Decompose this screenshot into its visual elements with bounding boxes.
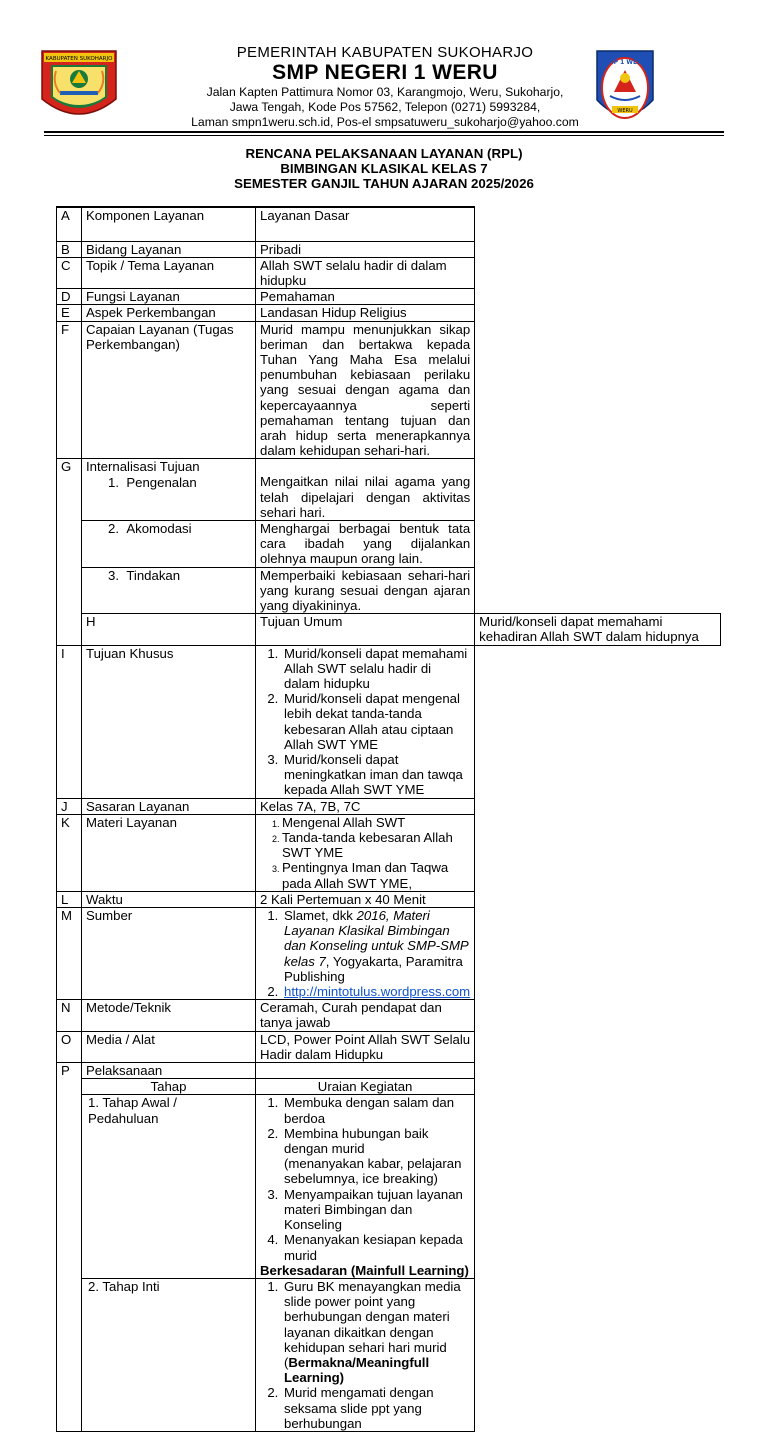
tahap-awal-list <box>260 1095 470 1262</box>
row-label: Sasaran Layanan <box>82 798 256 814</box>
row-label: Fungsi Layanan <box>82 289 256 305</box>
svg-text:KABUPATEN SUKOHARJO: KABUPATEN SUKOHARJO <box>45 56 113 62</box>
list-item: 1. Slamet, dkk 2016, Materi Layanan Klasikal Bimbingan dan Konseling untuk SMP-SMP kelas 7, Yogyakarta, Paramitra Publishing <box>282 908 470 984</box>
table-row <box>57 814 721 891</box>
row-value <box>256 814 475 891</box>
sumber-list <box>260 908 470 999</box>
table-row <box>57 257 721 288</box>
school-contact: Laman smpn1weru.sch.id, Pos-el smpsatuweru_sukoharjo@yahoo.com <box>191 115 579 129</box>
row-label: Bidang Layanan <box>82 241 256 257</box>
list-item: 2. Murid/konseli dapat mengenal lebih dekat tanda-tanda kebesaran Allah atau ciptaan Allah SWT YME <box>282 691 470 752</box>
list-item: 3. Murid/konseli dapat meningkatkan iman dan tawqa kepada Allah SWT YME <box>282 752 470 798</box>
table-row <box>57 520 721 567</box>
table-row <box>57 1063 721 1079</box>
table-row <box>57 908 721 1000</box>
row-label: Media / Alat <box>82 1031 256 1062</box>
row-code: K <box>57 814 82 891</box>
table-row <box>57 241 721 257</box>
row-code: A <box>57 207 82 241</box>
table-row <box>57 645 721 798</box>
list-item: 3. Pentingnya Iman dan Taqwa pada Allah SWT YME, <box>282 860 470 890</box>
list-item <box>282 984 470 999</box>
letterhead <box>0 40 768 132</box>
row-value: Murid/konseli dapat memahami kehadiran Allah SWT dalam hidupnya <box>475 614 721 645</box>
tahap-awal-value <box>256 1095 475 1278</box>
table-row <box>57 1278 721 1431</box>
school-address-2: Jawa Tengah, Kode Pos 57562, Telepon (0271) 5993284, <box>229 100 541 114</box>
row-code: C <box>57 257 82 288</box>
list-item: 1. Membuka dengan salam dan berdoa <box>282 1095 470 1125</box>
column-header-tahap: Tahap <box>82 1079 256 1095</box>
row-value: Allah SWT selalu hadir di dalam hidupku <box>256 257 475 288</box>
table-row <box>57 289 721 305</box>
row-value: LCD, Power Point Allah SWT Selalu Hadir dalam Hidupku <box>256 1031 475 1062</box>
row-label: Metode/Teknik <box>82 1000 256 1031</box>
list-item: 2. Membina hubungan baik dengan murid (menanyakan kabar, pelajaran sebelumnya, ice breaking) <box>282 1126 470 1187</box>
list-item: 4. Menanyakan kesiapan kepada murid <box>282 1232 470 1262</box>
letterhead-divider-thin <box>44 135 724 136</box>
table-row <box>57 1095 721 1278</box>
tahap-awal-label: 1. Tahap Awal / Pedahuluan <box>82 1095 256 1278</box>
letterhead-text <box>150 44 620 130</box>
row-code: B <box>57 241 82 257</box>
row-label: Aspek Perkembangan <box>82 305 256 321</box>
row-label: Topik / Tema Layanan <box>82 257 256 288</box>
rpl-table <box>56 206 721 1432</box>
row-value: Mengaitkan nilai nilai agama yang telah dipelajari dengan aktivitas sehari hari. <box>256 459 475 521</box>
tujuan-khusus-list <box>260 646 470 798</box>
table-row <box>57 1031 721 1062</box>
row-value: Pribadi <box>256 241 475 257</box>
table-row <box>57 321 721 459</box>
table-row <box>57 567 721 614</box>
row-label: Tujuan Umum <box>256 614 475 645</box>
table-row <box>57 798 721 814</box>
row-label: Sumber <box>82 908 256 1000</box>
table-row <box>57 305 721 321</box>
table-row <box>57 1000 721 1031</box>
row-label: Pelaksanaan <box>82 1063 256 1079</box>
row-code: I <box>57 645 82 798</box>
list-item: 3. Menyampaikan tujuan layanan materi Bimbingan dan Konseling <box>282 1187 470 1233</box>
row-code: E <box>57 305 82 321</box>
row-label: Capaian Layanan (Tugas Perkembangan) <box>82 321 256 459</box>
row-label: Tujuan Khusus <box>82 645 256 798</box>
title-line-1: RENCANA PELAKSANAAN LAYANAN (RPL) <box>245 146 523 161</box>
row-code: D <box>57 289 82 305</box>
list-item: 1. Guru BK menayangkan media slide power point yang berhubungan dengan materi layanan dikaitkan dengan kehidupan sehari hari murid (Bermakna/Meaningfull Learning) <box>282 1279 470 1385</box>
awal-bold-line: Berkesadaran (Mainfull Learning) <box>260 1262 469 1278</box>
tahap-inti-value <box>256 1278 475 1431</box>
list-item: 1. Mengenal Allah SWT <box>282 815 470 830</box>
tahap-inti-list <box>260 1279 470 1431</box>
row-code: F <box>57 321 82 459</box>
internalisasi-label: Internalisasi Tujuan <box>86 459 200 475</box>
row-value: Pemahaman <box>256 289 475 305</box>
list-item: 2. Tanda-tanda kebesaran Allah SWT YME <box>282 830 470 860</box>
row-label: Komponen Layanan <box>82 207 256 241</box>
row-label: 2. Akomodasi <box>82 520 256 567</box>
row-label: Waktu <box>82 891 256 907</box>
table-row <box>57 459 721 521</box>
row-code: P <box>57 1063 82 1432</box>
government-name: PEMERINTAH KABUPATEN SUKOHARJO <box>236 44 534 61</box>
table-row <box>57 614 721 645</box>
row-code: M <box>57 908 82 1000</box>
row-code: J <box>57 798 82 814</box>
list-item: 2. Murid mengamati dengan seksama slide ppt yang berhubungan <box>282 1385 470 1431</box>
table-row <box>57 1079 721 1095</box>
column-header-uraian: Uraian Kegiatan <box>256 1079 475 1095</box>
row-code: G <box>57 459 82 645</box>
row-label: 3. Tindakan <box>82 567 256 614</box>
list-item: 1. Murid/konseli dapat memahami Allah SWT selalu hadir di dalam hidupku <box>282 646 470 692</box>
row-value: Murid mampu menunjukkan sikap beriman dan bertakwa kepada Tuhan Yang Maha Esa melalui penumbuhan kebiasaan perilaku yang sesuai dengan agama dan kepercayaannya seperti pemahaman tentang tujuan dan arah hidup serta menerapkannya dalam kehidupan sehari-hari. <box>256 321 475 459</box>
materi-list <box>260 815 470 891</box>
row-value <box>256 1063 475 1079</box>
svg-text:SMP 1 WERU: SMP 1 WERU <box>603 59 647 66</box>
row-value <box>256 908 475 1000</box>
row-code: L <box>57 891 82 907</box>
row-code: O <box>57 1031 82 1062</box>
table-row <box>57 207 721 241</box>
school-address-1: Jalan Kapten Pattimura Nomor 03, Karangmojo, Weru, Sukoharjo, <box>206 85 564 99</box>
title-line-3: SEMESTER GANJIL TAHUN AJARAN 2025/2026 <box>234 176 534 191</box>
row-value: Menghargai berbagai bentuk tata cara ibadah yang dijalankan olehnya maupun orang lain. <box>256 520 475 567</box>
smp-1-weru-logo-icon <box>594 48 656 128</box>
source-link[interactable]: http://mintotulus.wordpress.com <box>284 984 471 1000</box>
row-code: N <box>57 1000 82 1031</box>
row-code: H <box>82 614 256 645</box>
letterhead-divider-thick <box>44 131 724 133</box>
row-label: Materi Layanan <box>82 814 256 891</box>
row-value: 2 Kali Pertemuan x 40 Menit <box>256 891 475 907</box>
row-value: Landasan Hidup Religius <box>256 305 475 321</box>
table-row <box>57 891 721 907</box>
school-name: SMP NEGERI 1 WERU <box>272 61 498 84</box>
row-label <box>82 459 256 521</box>
row-value: Ceramah, Curah pendapat dan tanya jawab <box>256 1000 475 1031</box>
document-title <box>0 146 768 191</box>
tahap-inti-label: 2. Tahap Inti <box>82 1278 256 1431</box>
row-value <box>256 645 475 798</box>
row-value: Kelas 7A, 7B, 7C <box>256 798 475 814</box>
internalisasi-item-label: 1. Pengenalan <box>108 474 197 490</box>
row-value: Layanan Dasar <box>256 207 475 241</box>
row-value: Memperbaiki kebiasaan sehari-hari yang kurang sesuai dengan ajaran yang diyakininya. <box>256 567 475 614</box>
kabupaten-sukoharjo-logo-icon <box>38 49 120 127</box>
svg-text:WERU: WERU <box>617 108 633 114</box>
title-line-2: BIMBINGAN KLASIKAL KELAS 7 <box>280 161 488 176</box>
